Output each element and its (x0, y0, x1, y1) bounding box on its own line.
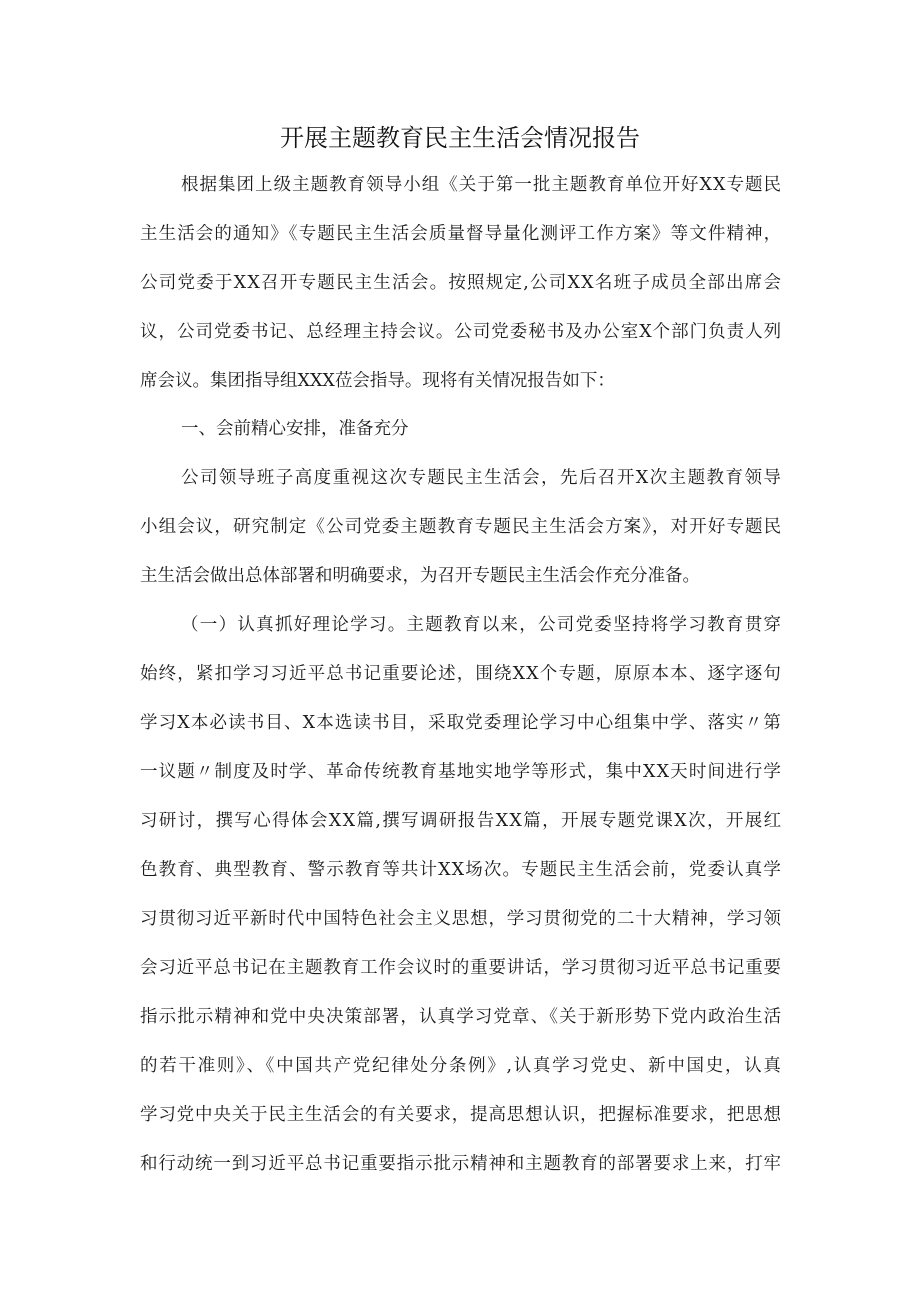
paragraph-line: 始终，紧扣学习习近平总书记重要论述，围绕XX个专题，原原本本、逐字逐句 (140, 664, 782, 684)
paragraph-line: （一）认真抓好理论学习。主题教育以来，公司党委坚持将学习教育贯穿 (181, 615, 783, 635)
section-heading: 一、会前精心安排，准备充分 (181, 419, 409, 439)
paragraph-line: 的若干准则》、《中国共产党纪律处分条例》,认真学习党史、新中国史，认真 (140, 1056, 783, 1076)
paragraph-line: 会习近平总书记在主题教育工作会议时的重要讲话，学习贯彻习近平总书记重要 (140, 958, 782, 978)
paragraph-line: 习研讨，撰写心得体会XX篇,撰写调研报告XX篇，开展专题党课X次，开展红 (140, 811, 783, 831)
paragraph-line: 小组会议，研究制定《公司党委主题教育专题民主生活会方案》，对开好专题民 (140, 517, 783, 537)
paragraph-line: 主生活会做出总体部署和明确要求，为召开专题民主生活会作充分准备。 (140, 566, 700, 586)
paragraph-line: 席会议。集团指导组XXX莅会指导。现将有关情况报告如下： (140, 371, 615, 391)
paragraph-line: 色教育、典型教育、警示教育等共计XX场次。专题民主生活会前，党委认真学 (140, 860, 782, 880)
paragraph-line: 习贯彻习近平新时代中国特色社会主义思想，学习贯彻党的二十大精神，学习领 (140, 909, 782, 929)
paragraph-line: 指示批示精神和党中央决策部署，认真学习党章、《关于新形势下党内政治生活 (140, 1007, 783, 1027)
paragraph-line: 学习党中央关于民主生活会的有关要求，提高思想认识，把握标准要求，把思想 (140, 1105, 782, 1125)
paragraph-line: 一议题〃制度及时学、革命传统教育基地实地学等形式，集中XX天时间进行学 (140, 762, 782, 782)
paragraph-line: 主生活会的通知》《专题民主生活会质量督导量化测评工作方案》等文件精神， (140, 224, 783, 244)
paragraph-line: 公司党委于XX召开专题民主生活会。按照规定,公司XX名班子成员全部出席会 (140, 273, 783, 293)
paragraph-line: 公司领导班子高度重视这次专题民主生活会，先后召开X次主题教育领导 (181, 468, 783, 488)
paragraph-line: 议，公司党委书记、总经理主持会议。公司党委秘书及办公室X个部门负责人列 (140, 322, 783, 342)
paragraph-line: 和行动统一到习近平总书记重要指示批示精神和主题教育的部署要求上来，打牢 (140, 1154, 782, 1174)
paragraph-line: 学习X本必读书目、X本选读书目，采取党委理论学习中心组集中学、落实〃第 (140, 713, 782, 733)
paragraph-line: 根据集团上级主题教育领导小组《关于第一批主题教育单位开好XX专题民 (181, 175, 783, 195)
document-title: 开展主题教育民主生活会情况报告 (280, 124, 640, 152)
